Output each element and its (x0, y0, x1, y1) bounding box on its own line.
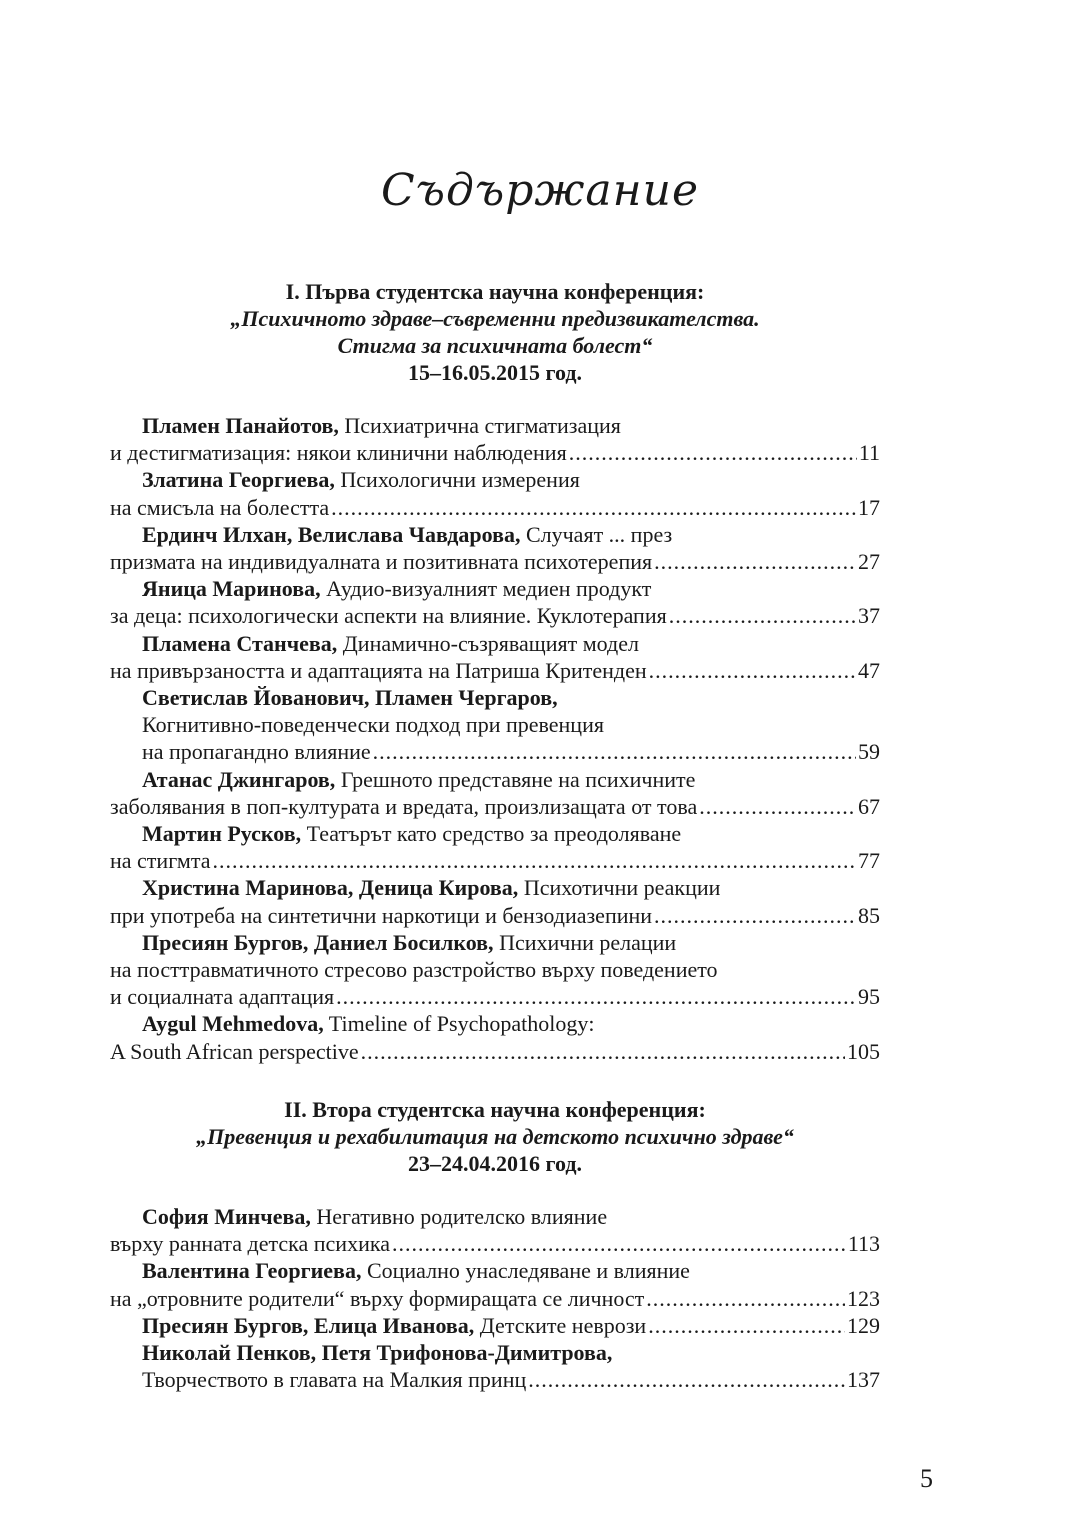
toc-entry[interactable] (110, 929, 880, 1011)
toc-entry[interactable] (110, 521, 880, 575)
dot-leader (392, 1230, 846, 1257)
entry-title-line: Психиатрична стигматизация (338, 413, 621, 438)
entry-title-line: на смисъла на болестта (110, 494, 330, 520)
entry-page-number: 67 (858, 793, 880, 819)
entry-authors: Светислав Йованович, Пламен Чергаров, (142, 685, 558, 711)
entry-page-number: 37 (858, 603, 880, 629)
entry-title-line: на привързаността и адаптацията на Патриша Критенден (110, 657, 647, 683)
entry-page-number: 47 (858, 657, 880, 683)
entry-title-line: Творчеството в главата на Малкия принц (142, 1367, 527, 1393)
toc-section-1 (110, 412, 880, 1065)
section-1-title: I. Първа студентска научна конференция: (285, 279, 705, 304)
section-2-heading (110, 1096, 880, 1177)
dot-leader (336, 983, 856, 1010)
page-title: Съдържание (381, 165, 699, 216)
toc-entry[interactable] (110, 1339, 880, 1393)
entry-page-number: 105 (847, 1038, 880, 1064)
entry-page-number: 11 (858, 440, 880, 466)
entry-title-line: Аудио-визуалният медиен продукт (320, 576, 652, 602)
entry-title-line: върху ранната детска психика (110, 1231, 390, 1257)
entry-page-number: 137 (847, 1367, 880, 1393)
entry-title-line: Timeline of Psychopathology: (323, 1011, 595, 1037)
section-1-heading (110, 278, 880, 386)
dot-leader (569, 439, 857, 466)
entry-page-number: 113 (847, 1231, 880, 1257)
entry-authors: Пресиян Бургов, Даниел Босилков, (142, 929, 494, 955)
entry-title-line: Грешното представяне на психичните (335, 766, 696, 792)
entry-page-number: 123 (847, 1285, 880, 1311)
dot-leader (654, 902, 856, 929)
entry-title-line: на стигмта (110, 848, 211, 874)
entry-title-line: призмата на индивидуалната и позитивната психотерепия (110, 549, 653, 575)
entry-title-line: Динамично-съзряващият модел (337, 630, 639, 656)
entry-authors: Атанас Джингаров, (142, 766, 336, 792)
entry-title-line: Театърът като средство за преодоляване (301, 821, 682, 847)
toc-entry[interactable] (110, 1312, 880, 1339)
toc-entry[interactable] (110, 684, 880, 766)
entry-authors: Христина Маринова, Деница Кирова, (142, 875, 519, 901)
entry-authors: Ердинч Илхан, Велислава Чавдарова, (142, 521, 521, 547)
dot-leader (213, 847, 857, 874)
entry-title-line: на пропагандно влияние (142, 739, 371, 765)
entry-title-line: Когнитивно-поведенчески подход при превенция (142, 712, 604, 738)
entry-title-line: Психологични измерения (334, 467, 580, 493)
toc-entry[interactable] (110, 1010, 880, 1064)
entry-authors: Валентина Георгиева, (142, 1258, 362, 1284)
dot-leader (331, 494, 856, 521)
dot-leader (646, 1285, 845, 1312)
entry-title-line: Детските неврози (474, 1312, 647, 1338)
entry-authors: Пламен Панайотов, (142, 413, 339, 438)
dot-leader (669, 602, 856, 629)
dot-leader (361, 1038, 845, 1065)
toc-entry[interactable] (110, 630, 880, 684)
toc-entry[interactable] (110, 1257, 880, 1311)
toc-section-2 (110, 1203, 880, 1393)
entry-authors: Златина Георгиева, (142, 467, 335, 493)
entry-title-line: Социално унаследяване и влияние (361, 1258, 690, 1284)
toc-entry[interactable] (110, 820, 880, 874)
dot-leader (649, 657, 856, 684)
entry-page-number: 129 (847, 1312, 880, 1338)
section-1-dates: 15–16.05.2015 год. (408, 360, 582, 385)
toc-entry[interactable] (110, 466, 880, 520)
entry-page-number: 59 (858, 739, 880, 765)
entry-title-line: Психични релации (493, 929, 677, 955)
entry-page-number: 85 (858, 902, 880, 928)
entry-page-number: 77 (858, 848, 880, 874)
entry-authors: Пламена Станчева, (142, 630, 338, 656)
section-2-dates: 23–24.04.2016 год. (408, 1151, 582, 1176)
entry-title-line: и социалната адаптация (110, 984, 335, 1010)
entry-authors: София Минчева, (142, 1204, 311, 1229)
entry-title-line: за деца: психологически аспекти на влияние. Куклотерапия (110, 603, 667, 629)
dot-leader (654, 548, 856, 575)
entry-page-number: 27 (858, 549, 880, 575)
entry-authors: Яница Маринова, (142, 576, 321, 602)
entry-page-number: 17 (858, 494, 880, 520)
dot-leader (648, 1312, 845, 1339)
entry-title-line: Случаят ... през (520, 521, 673, 547)
entry-title-line: на „отровните родители“ върху формиращата се личност (110, 1285, 645, 1311)
entry-title-line: при употреба на синтетични наркотици и бензодиазепини (110, 902, 653, 928)
dot-leader (373, 738, 856, 765)
toc-entry[interactable] (110, 874, 880, 928)
section-1-subtitle-1: „Психичното здраве–съвременни предизвикателства. (230, 306, 760, 331)
toc-entry[interactable] (110, 766, 880, 820)
page-number: 5 (920, 1464, 933, 1493)
dot-leader (528, 1366, 845, 1393)
entry-title-line: Психотични реакции (518, 875, 721, 901)
toc-entry[interactable] (110, 412, 880, 466)
entry-title-line: Негативно родителско влияние (310, 1204, 608, 1229)
entry-authors: Мартин Русков, (142, 821, 302, 847)
entry-authors: Пресиян Бургов, Елица Иванова, (142, 1312, 475, 1338)
entry-page-number: 95 (858, 984, 880, 1010)
section-1-subtitle-2: Стигма за психичната болест“ (337, 333, 653, 358)
section-2-subtitle-1: „Превенция и рехабилитация на детското психично здраве“ (196, 1124, 794, 1149)
entry-authors: Aygul Mehmedova, (142, 1011, 324, 1037)
toc-entry[interactable] (110, 575, 880, 629)
entry-title-line: и дестигматизация: някои клинични наблюдения (110, 440, 567, 466)
entry-authors: Николай Пенков, Петя Трифонова-Димитрова, (142, 1340, 613, 1366)
entry-title-line: на посттравматичното стресово разстройство върху поведението (110, 957, 718, 983)
entry-title-line: заболявания в поп-културата и вредата, произлизащата от това (110, 793, 698, 819)
toc-entry[interactable] (110, 1203, 880, 1257)
dot-leader (699, 793, 856, 820)
entry-title-line: A South African perspective (110, 1038, 359, 1064)
section-2-title: II. Втора студентска научна конференция: (284, 1097, 706, 1122)
